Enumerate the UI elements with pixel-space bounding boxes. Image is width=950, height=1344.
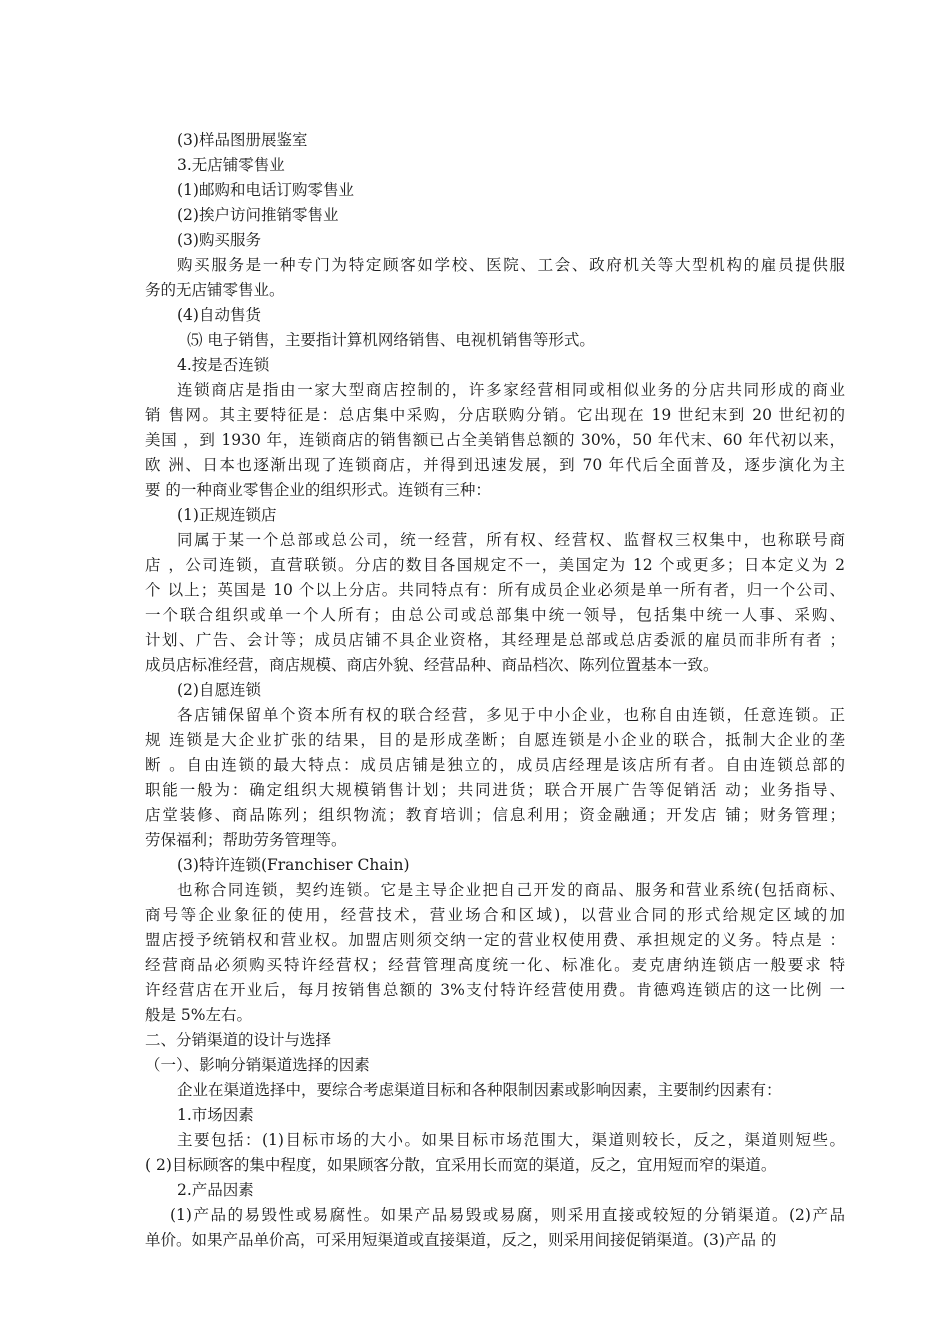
paragraph-line: 个 以上；英国是 10 个以上分店。共同特点有：所有成员企业必须是单一所有者，归一个公司、 (145, 581, 845, 599)
paragraph-line: 同属于某一个总部或总公司，统一经营，所有权、经营权、监督权三权集中，也称联号商 (177, 531, 845, 549)
section-heading: 4.按是否连锁 (177, 356, 270, 374)
paragraph-line: 欧 洲、日本也逐渐出现了连锁商店，并得到迅速发展，到 70 年代后全面普及，逐步演化为主 (145, 456, 845, 474)
paragraph-line: 盟店授予统销权和营业权。加盟店则须交纳一定的营业权使用费、承担规定的义务。特点是 ： (145, 931, 845, 949)
paragraph-line: 成员店标准经营，商店规模、商店外貌、经营品种、商品档次、陈列位置基本一致。 (145, 656, 719, 674)
paragraph-line: 规 连锁是大企业扩张的结果，目的是形成垄断；自愿连锁是小企业的联合，抵制大企业的垄 (145, 731, 845, 749)
paragraph-line: 许经营店在开业后，每月按销售总额的 3%支付特许经营使用费。肯德鸡连锁店的这一比例 一 (145, 981, 845, 999)
paragraph-line: 各店铺保留单个资本所有权的联合经营，多见于中小企业，也称自由连锁，任意连锁。正 (177, 706, 845, 724)
list-item: (1)正规连锁店 (177, 506, 277, 524)
paragraph-line: 断 。自由连锁的最大特点：成员店铺是独立的，成员店经理是该店所有者。自由连锁总部的 (145, 756, 845, 774)
paragraph-line: 美国 ，到 1930 年，连锁商店的销售额已占全美销售总额的 30%，50 年代末、60 年代初以来， (145, 431, 845, 449)
paragraph-line: 单价。如果产品单价高，可采用短渠道或直接渠道，反之，则采用间接促销渠道。(3)产品 的 (145, 1231, 777, 1249)
paragraph-line: 劳保福利；帮助劳务管理等。 (145, 831, 347, 849)
list-item: (4)自动售货 (177, 306, 261, 324)
paragraph-line: 也称合同连锁，契约连锁。它是主导企业把自己开发的商品、服务和营业系统(包括商标、 (177, 881, 845, 899)
paragraph-line: 销 售网。其主要特征是：总店集中采购，分店联购分销。它出现在 19 世纪末到 20 世纪初的 (145, 406, 845, 424)
section-heading: 3.无店铺零售业 (177, 156, 285, 174)
paragraph-line: 企业在渠道选择中，要综合考虑渠道目标和各种限制因素或影响因素，主要制约因素有： (177, 1081, 782, 1099)
section-heading: 2.产品因素 (177, 1181, 254, 1199)
paragraph-line: ( 2)目标顾客的集中程度，如果顾客分散，宜采用长而宽的渠道，反之，宜用短而窄的渠道。 (145, 1156, 777, 1174)
section-heading: 1.市场因素 (177, 1106, 254, 1124)
paragraph-line: 计划、广告、会计等；成员店铺不具企业资格，其经理是总部或总店委派的雇员而非所有者 ； (145, 631, 845, 649)
paragraph-line: 要 的一种商业零售企业的组织形式。连锁有三种： (145, 481, 491, 499)
section-heading: （一）、影响分销渠道选择的因素 (145, 1056, 370, 1074)
list-item: ⑸ 电子销售，主要指计算机网络销售、电视机销售等形式。 (187, 331, 595, 349)
paragraph-line: 般是 5%左右。 (145, 1006, 253, 1024)
paragraph-line: 主要包括：(1)目标市场的大小。如果目标市场范围大，渠道则较长，反之，渠道则短些。 (177, 1131, 845, 1149)
paragraph-line: 购买服务是一种专门为特定顾客如学校、医院、工会、政府机关等大型机构的雇员提供服 (177, 256, 845, 274)
list-item: (2)自愿连锁 (177, 681, 261, 699)
paragraph-line: 连锁商店是指由一家大型商店控制的，许多家经营相同或相似业务的分店共同形成的商业 (177, 381, 845, 399)
list-item: (3)购买服务 (177, 231, 261, 249)
list-item: (2)挨户访问推销零售业 (177, 206, 339, 224)
paragraph-line: (1)产品的易毁性或易腐性。如果产品易毁或易腐，则采用直接或较短的分销渠道。(2)产品 (170, 1206, 845, 1224)
paragraph-line: 职能一般为：确定组织大规模销售计划；共同进货；联合开展广告等促销活 动；业务指导、 (145, 781, 845, 799)
section-heading: 二、分销渠道的设计与选择 (145, 1031, 332, 1049)
paragraph-line: 商号等企业象征的使用，经营技术，营业场合和区域)，以营业合同的形式给规定区域的加 (145, 906, 845, 924)
paragraph-line: 经营商品必须购买特许经营权；经营管理高度统一化、标准化。麦克唐纳连锁店一般要求 特 (145, 956, 845, 974)
paragraph-line: 店堂装修、商品陈列；组织物流；教育培训；信息利用；资金融通；开发店 铺；财务管理； (145, 806, 845, 824)
list-item: (3)样品图册展鉴室 (177, 131, 308, 149)
paragraph-line: 一个联合组织或单一个人所有；由总公司或总部集中统一领导，包括集中统一人事、采购、 (145, 606, 845, 624)
list-item: (3)特许连锁(Franchiser Chain) (177, 856, 410, 874)
paragraph-line: 务的无店铺零售业。 (145, 281, 285, 299)
list-item: (1)邮购和电话订购零售业 (177, 181, 354, 199)
paragraph-line: 店 ，公司连锁，直营联锁。分店的数目各国规定不一，美国定为 12 个或更多；日本定义为 2 (145, 556, 845, 574)
